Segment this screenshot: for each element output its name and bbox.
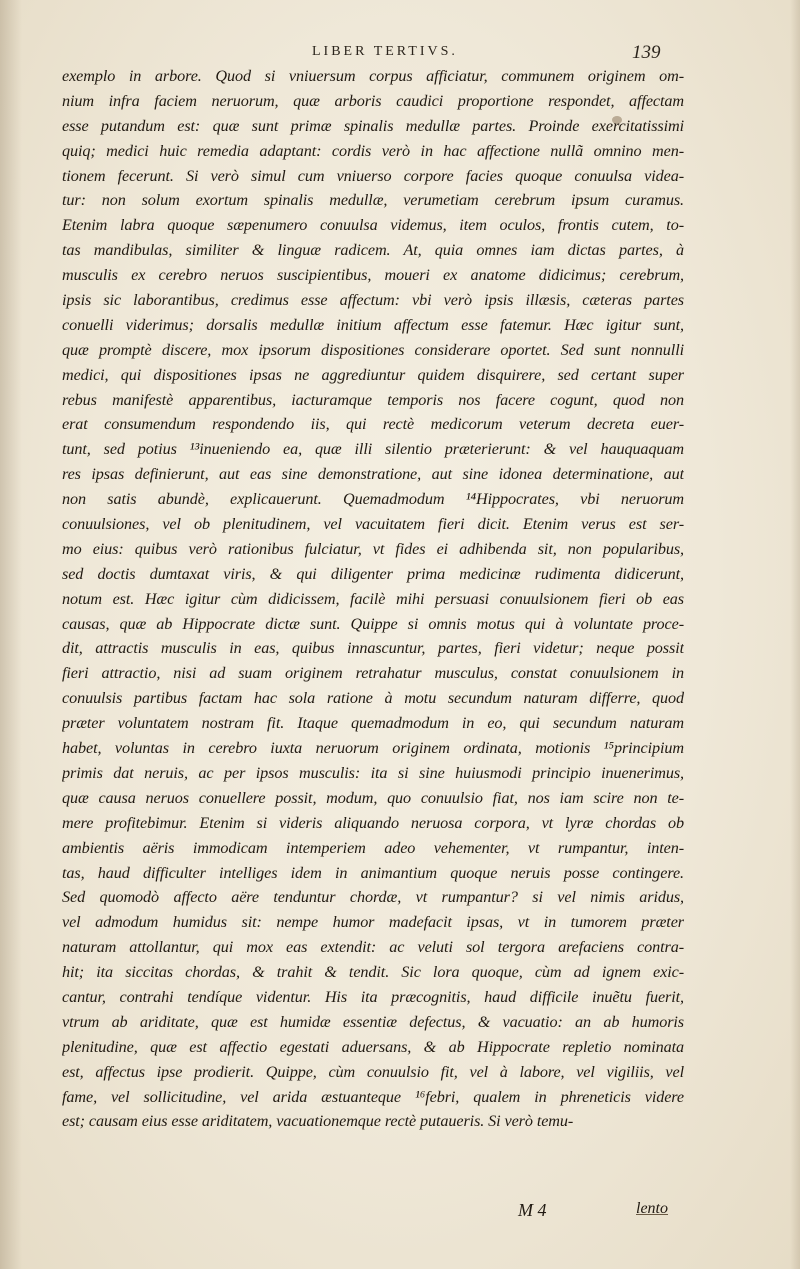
text-line: quiq; medici huic remedia adaptant: cordis verò in hac affectione nullã omnino men- bbox=[62, 141, 684, 160]
text-line: tunt, sed potius ¹³inueniendo ea, quæ illi silentio præterierunt: & vel hauquaquam bbox=[62, 440, 684, 459]
text-line: primis dat neruis, ac per ipsos musculis: ita si sine huiusmodi principio inuenerimus, bbox=[62, 763, 684, 782]
text-line: esse putandum est: quæ sunt primæ spinalis medullæ partes. Proinde exercitatissimi bbox=[62, 116, 684, 135]
text-line: ipsis sic laborantibus, credimus esse affectum: vbi verò ipsis illæsis, cæteras partes bbox=[62, 291, 684, 310]
text-line: est; causam eius esse ariditatem, vacuationemque rectè putaueris. Si verò temu- bbox=[62, 1112, 574, 1131]
running-head bbox=[0, 40, 800, 64]
signature-mark: M 4 bbox=[518, 1200, 547, 1220]
text-line: ambientis aëris immodicam intemperiem adeo vehementer, vt rumpantur, inten- bbox=[62, 838, 684, 857]
text-line: tas mandibulas, similiter & linguæ radicem. At, quia omnes iam dictas partes, à bbox=[62, 241, 684, 260]
text-line: sed doctis dumtaxat viris, & qui diligenter prima medicinæ rudimenta didicerunt, bbox=[62, 564, 684, 583]
text-line: conuelli viderimus; dorsalis medullæ initium affectum esse fatemur. Hæc igitur sunt, bbox=[62, 315, 684, 334]
text-line: vel admodum humidus sit: nempe humor madefacit ipsas, vt in tumorem præter bbox=[62, 913, 684, 932]
text-line: Etenim labra quoque sæpenumero conuulsa videmus, item oculos, frontis cutem, to- bbox=[62, 216, 684, 235]
text-line: dit, attractis musculis in eas, quibus innascuntur, partes, fieri videtur; neque possit bbox=[62, 639, 684, 658]
text-line: Sed quomodò affecto aëre tenduntur chordæ, vt rumpantur? si vel nimis aridus, bbox=[62, 888, 684, 907]
page-number: 139 bbox=[632, 42, 661, 63]
page-edge bbox=[790, 0, 800, 1269]
text-line: notum est. Hæc igitur cùm didicissem, facilè mihi persuasi conuulsionem fieri ob eas bbox=[62, 589, 684, 608]
text-line: fieri attractio, nisi ad suam originem retrahatur musculus, constat conuulsionem in bbox=[62, 664, 684, 683]
text-line: tas, haud difficulter intelliges idem in animantium quoque neruis posse contingere. bbox=[62, 863, 684, 882]
text-line: habet, voluntas in cerebro iuxta neruorum originem ordinata, motionis ¹⁵principium bbox=[62, 739, 684, 758]
text-line: tur: non solum exortum spinalis medullæ, verumetiam cerebrum ipsum curamus. bbox=[62, 191, 684, 210]
text-line: exemplo in arbore. Quod si vniuersum corpus afficiatur, communem originem om- bbox=[62, 67, 684, 85]
text-line: fame, vel sollicitudine, vel arida æstuanteque ¹⁶febri, qualem in phreneticis videre bbox=[62, 1087, 684, 1106]
text-line: erat consumendum respondendo iis, qui rectè medicorum veterum decreta euer- bbox=[62, 415, 684, 434]
text-line: conuulsis partibus factam hac sola ratione à motu secundum naturam differre, quod bbox=[62, 689, 684, 708]
text-line: est, affectus ipse prodierit. Quippe, cùm conuulsio fit, vel à labore, vel vigiliis, vel bbox=[62, 1062, 684, 1081]
text-line: quæ promptè discere, mox ipsorum dispositiones considerare oportet. Sed sunt nonnulli bbox=[62, 340, 684, 359]
running-title: LIBER TERTIVS. bbox=[312, 44, 458, 59]
text-line: mo eius: quibus verò rationibus fulciatur, vt fides ei adhibenda sit, non popularibus, bbox=[62, 539, 684, 558]
text-line: tionem fecerunt. Si verò simul cum vniuerso corpore facies quoque conuulsa videa- bbox=[62, 166, 684, 185]
catchword: lento bbox=[636, 1200, 668, 1217]
text-line: naturam attollantur, qui mox eas extendit: ac veluti sol tergora arefaciens contra- bbox=[62, 938, 684, 957]
text-line: rebus manifestè apparentibus, iacturamque temporis nos facere cogunt, quod non bbox=[62, 390, 684, 409]
text-line: hit; ita siccitas chordas, & trahit & tendit. Sic lora quoque, cùm ad ignem exic- bbox=[62, 963, 684, 982]
body-text bbox=[62, 64, 684, 1134]
text-line: conuulsiones, vel ob plenitudinem, vel vacuitatem fieri dicit. Etenim verus est ser- bbox=[62, 515, 684, 534]
text-line: nium infra faciem neruorum, quæ arboris caudici proportione respondet, affectam bbox=[62, 91, 684, 110]
catchline bbox=[0, 1198, 800, 1226]
text-line: non satis abundè, explicauerunt. Quemadmodum ¹⁴Hippocrates, vbi neruorum bbox=[62, 490, 684, 509]
text-line: vtrum ab ariditate, quæ est humidæ essentiæ defectus, & vacuatio: an ab humoris bbox=[62, 1012, 684, 1031]
text-line: plenitudine, quæ est affectio egestati aduersans, & ab Hippocrate repletio nominata bbox=[62, 1037, 684, 1056]
text-line: quæ causa neruos conuellere possit, modum, quo conuulsio fiat, nos iam scire non te- bbox=[62, 788, 684, 807]
text-line: cantur, contrahi tendíque videntur. His ita præcognitis, haud difficile inuẽtu fuerit, bbox=[62, 987, 684, 1006]
text-line: res ipsas definierunt, aut eas sine demonstratione, aut sine idonea determinatione, aut bbox=[62, 465, 684, 484]
gutter-shadow bbox=[0, 0, 22, 1269]
text-line: præter voluntatem nostram fit. Itaque quemadmodum in eo, qui secundum naturam bbox=[62, 714, 684, 733]
text-line: mere profitebimur. Etenim si videris aliquando neruosa corpora, vt lyræ chordas ob bbox=[62, 813, 684, 832]
text-line: causas, quæ ab Hippocrate dictæ sunt. Quippe si omnis motus qui à voluntate proce- bbox=[62, 614, 684, 633]
text-line: medici, qui dispositiones ipsas ne aggrediuntur quidem disquirere, sed certant super bbox=[62, 365, 684, 384]
text-line: musculis ex cerebro neruos suscipientibus, moueri ex anatome didicimus; cerebrum, bbox=[62, 266, 684, 285]
